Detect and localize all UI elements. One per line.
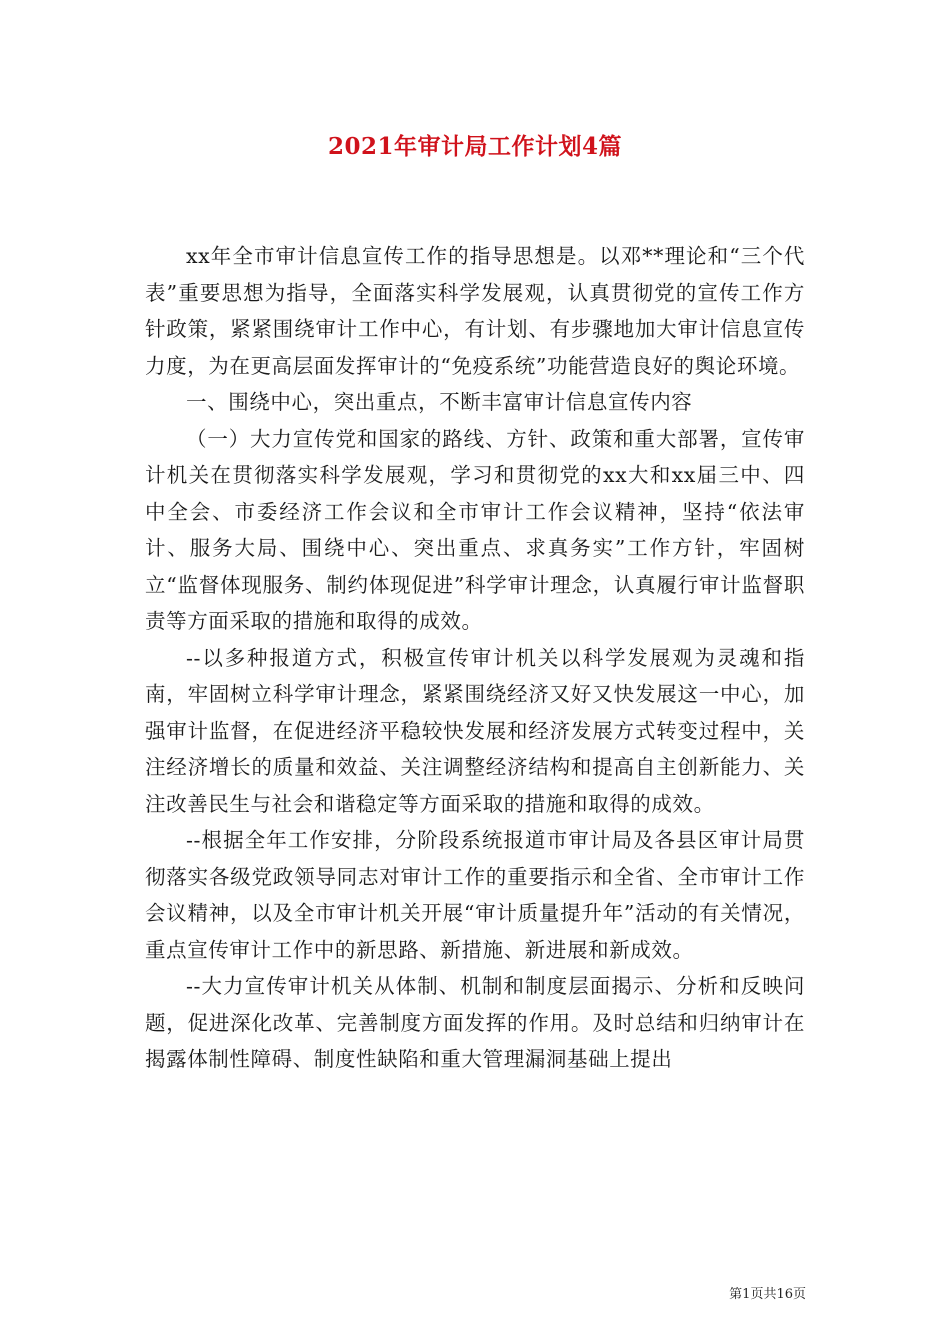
paragraph-bullet-reporting: --以多种报道方式，积极宣传审计机关以科学发展观为灵魂和指南，牢固树立科学审计理念，紧紧围绕经济又好又快发展这一中心，加强审计监督，在促进经济平稳较快发展和经济发展方式转变过程中，关注经济增长的质量和效益、关注调整经济结构和提高自主创新能力、关注改善民生与社会和谐稳定等方面采取的措施和取得的成效。	[145, 645, 805, 816]
paragraph-bullet-system: --大力宣传审计机关从体制、机制和制度层面揭示、分析和反映问题，促进深化改革、完善制度方面发挥的作用。及时总结和归纳审计在揭露体制性障碍、制度性缺陷和重大管理漏洞基础上提出	[145, 974, 805, 1071]
paragraph-item-one: （一）大力宣传党和国家的路线、方针、政策和重大部署，宣传审计机关在贯彻落实科学发展观，学习和贯彻党的xx大和xx届三中、四中全会、市委经济工作会议和全市审计工作会议精神，坚持“依法审计、服务大局、围绕中心、突出重点、求真务实”工作方针，牢固树立“监督体现服务、制约体现促进”科学审计理念，认真履行审计监督职责等方面采取的措施和取得的成效。	[145, 426, 805, 633]
document-title: 2021年审计局工作计划4篇	[327, 133, 623, 160]
paragraph-section-heading: 一、围绕中心，突出重点，不断丰富审计信息宣传内容	[186, 390, 693, 414]
paragraph-guiding-ideology: xx年全市审计信息宣传工作的指导思想是。以邓**理论和“三个代表”重要思想为指导，全面落实科学发展观，认真贯彻党的宣传工作方针政策，紧紧围绕审计工作中心，有计划、有步骤地加大审计信息宣传力度，为在更高层面发挥审计的“免疫系统”功能营造良好的舆论环境。	[145, 244, 805, 378]
page-number: 第1页共16页	[729, 1287, 806, 1302]
document-body	[145, 238, 805, 1078]
paragraph-bullet-schedule: --根据全年工作安排，分阶段系统报道市审计局及各县区审计局贯彻落实各级党政领导同志对审计工作的重要指示和全省、全市审计工作会议精神，以及全市审计机关开展“审计质量提升年”活动的有关情况，重点宣传审计工作中的新思路、新措施、新进展和新成效。	[145, 828, 805, 962]
